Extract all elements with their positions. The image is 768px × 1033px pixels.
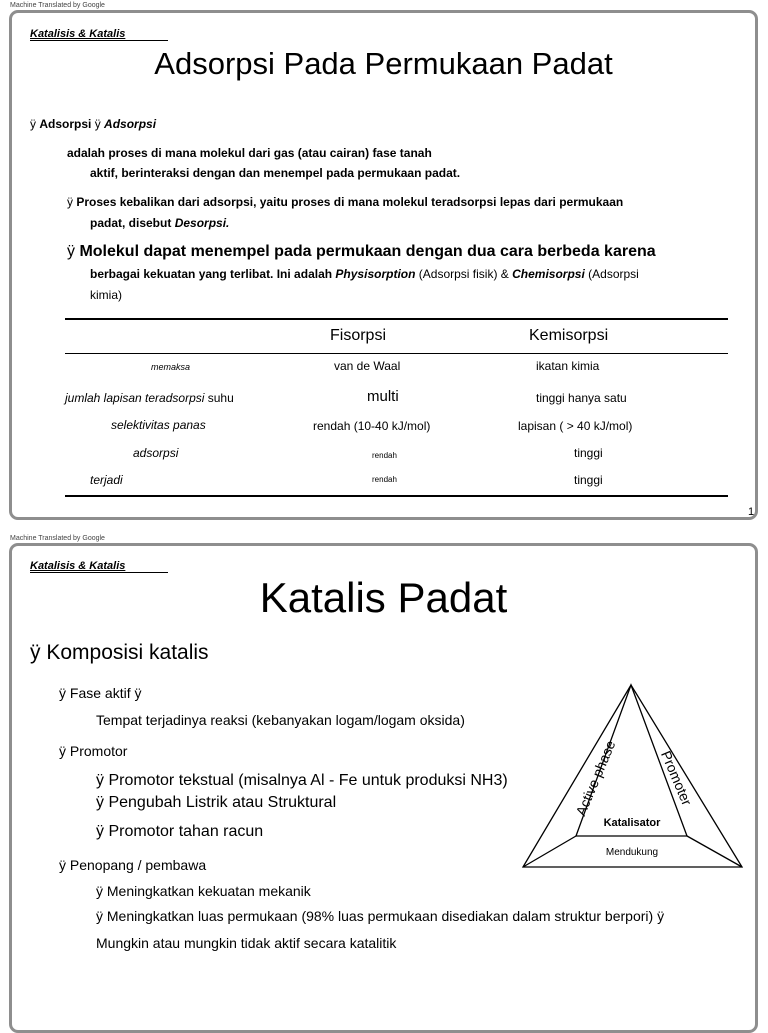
fase-aktif-item: ÿ Fase aktif ÿ xyxy=(59,685,142,701)
fase-aktif-desc: Tempat terjadinya reaksi (kebanyakan logam/logam oksida) xyxy=(96,712,465,728)
slide-header: Katalisis & Katalis xyxy=(30,28,126,40)
row4-fisorpsi: rendah xyxy=(372,451,397,460)
catalyst-triangle-diagram xyxy=(512,676,752,876)
penopang-luas: ÿ Meningkatkan luas permukaan (98% luas permukaan disediakan dalam struktur berpori) ÿ xyxy=(96,908,665,924)
row1-label: memaksa xyxy=(151,362,191,372)
row2-label: jumlah lapisan teradsorpsi suhu xyxy=(65,391,234,405)
watermark-text: Machine Translated by Google xyxy=(10,535,105,542)
row2-fisorpsi: multi xyxy=(367,388,399,405)
outer-triangle xyxy=(523,685,742,867)
active-phase-label: Active phase xyxy=(572,738,619,819)
promotor-item: ÿ Promotor xyxy=(59,743,128,759)
bullet-adsorpsi: ÿ Adsorpsi ÿ Adsorpsi xyxy=(30,117,157,131)
promotor-racun: ÿ Promotor tahan racun xyxy=(96,823,264,840)
col-header-kemisorpsi: Kemisorpsi xyxy=(529,327,609,344)
connector-right xyxy=(687,836,742,867)
promotor-listrik: ÿ Pengubah Listrik atau Struktural xyxy=(96,794,337,811)
row5-kemisorpsi: tinggi xyxy=(574,473,603,487)
slide-title: Adsorpsi Pada Permukaan Padat xyxy=(154,46,613,81)
slide-header: Katalisis & Katalis xyxy=(30,560,126,572)
molekul-line2: berbagai kekuatan yang terlibat. Ini adalah Physisorption (Adsorpsi fisik) & Chemisorpsi (Adsorpsi xyxy=(90,267,639,281)
row2-kemisorpsi: tinggi hanya satu xyxy=(536,391,627,405)
promotor-tekstual: ÿ Promotor tekstual (misalnya Al - Fe untuk produksi NH3) xyxy=(96,772,508,789)
slide-title: Katalis Padat xyxy=(259,574,508,621)
table-top-rule xyxy=(65,318,728,320)
mendukung-label: Mendukung xyxy=(605,847,659,858)
desorpsi-line1: ÿ Proses kebalikan dari adsorpsi, yaitu proses di mana molekul teradsorpsi lepas dari permukaan xyxy=(67,195,624,209)
slide-1 xyxy=(9,10,758,520)
page-number: 1 xyxy=(748,506,755,518)
row5-label: terjadi xyxy=(90,473,123,487)
promoter-label: Promoter xyxy=(657,748,696,808)
adsorpsi-def-line2: aktif, berinteraksi dengan dan menempel pada permukaan padat. xyxy=(90,166,461,180)
slide-2 xyxy=(9,543,758,1033)
table-header-rule xyxy=(65,353,728,354)
molekul-line1: ÿ Molekul dapat menempel pada permukaan dengan dua cara berbeda karena xyxy=(67,243,656,260)
katalisator-label: Katalisator xyxy=(603,817,661,829)
penopang-aktif: Mungkin atau mungkin tidak aktif secara katalitik xyxy=(96,935,397,951)
row3-label: selektivitas panas xyxy=(111,418,206,432)
row4-kemisorpsi: tinggi xyxy=(574,446,603,460)
col-header-fisorpsi: Fisorpsi xyxy=(330,327,387,344)
komposisi-heading: ÿ Komposisi katalis xyxy=(30,641,209,664)
header-underline xyxy=(30,40,168,41)
row4-label: adsorpsi xyxy=(133,446,179,460)
adsorpsi-def-line1: adalah proses di mana molekul dari gas (atau cairan) fase tanah xyxy=(67,146,432,160)
watermark-text: Machine Translated by Google xyxy=(10,2,105,9)
table-bottom-rule xyxy=(65,495,728,497)
penopang-item: ÿ Penopang / pembawa xyxy=(59,857,207,873)
row3-kemisorpsi: lapisan ( > 40 kJ/mol) xyxy=(518,419,633,433)
row1-fisorpsi: van de Waal xyxy=(334,359,401,373)
penopang-kekuatan: ÿ Meningkatkan kekuatan mekanik xyxy=(96,883,311,899)
row1-kemisorpsi: ikatan kimia xyxy=(536,359,600,373)
molekul-line3: kimia) xyxy=(90,288,122,302)
row3-fisorpsi: rendah (10-40 kJ/mol) xyxy=(313,419,431,433)
header-underline xyxy=(30,572,168,573)
row5-fisorpsi: rendah xyxy=(372,475,397,484)
connector-left xyxy=(523,836,576,867)
desorpsi-line2: padat, disebut Desorpsi. xyxy=(90,216,230,230)
